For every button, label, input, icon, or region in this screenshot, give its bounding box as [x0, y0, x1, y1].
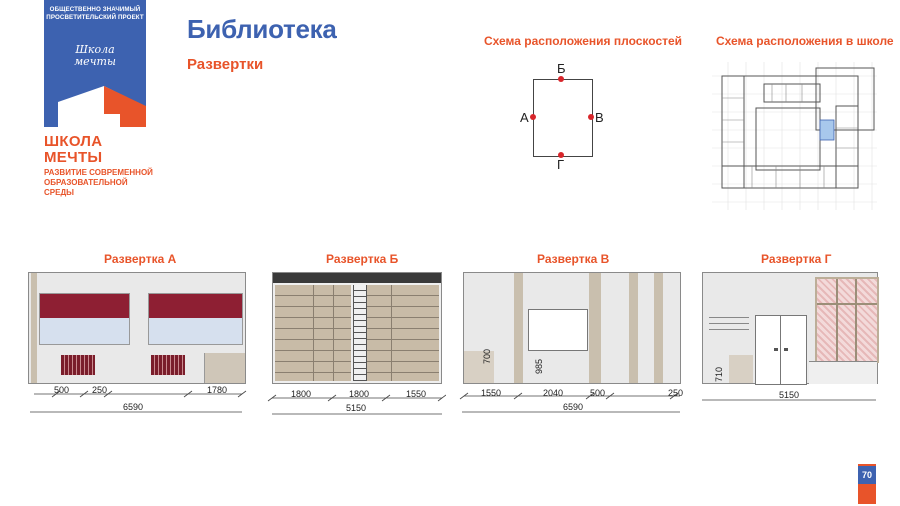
dim-b-1800-mid: 1800 — [349, 389, 370, 399]
elevation-g-title: Развертка Г — [761, 252, 832, 266]
logo-project-text — [44, 6, 146, 21]
dim-v-985: 985 — [534, 358, 544, 374]
dim-b-5150: 5150 — [346, 403, 367, 413]
dim-b-1800-left: 1800 — [291, 389, 312, 399]
dim-v-250: 250 — [668, 388, 684, 398]
whiteboard — [528, 309, 588, 351]
dim-v-700: 700 — [482, 348, 492, 364]
plane-v-label: В — [595, 110, 604, 125]
window-g — [815, 277, 879, 363]
elevation-g-drawing — [702, 272, 878, 384]
page-subtitle: Развертки — [187, 56, 264, 73]
elevation-v-title: Развертка В — [537, 252, 610, 266]
ladder — [353, 285, 367, 381]
dim-v-2040: 2040 — [543, 388, 564, 398]
planes-scheme-box — [533, 79, 593, 157]
radiator-right — [151, 355, 185, 375]
page-title: Библиотека — [187, 14, 337, 44]
logo-name: ШКОЛА МЕЧТЫ — [44, 133, 103, 166]
window-right — [148, 293, 243, 345]
elevation-v-drawing — [463, 272, 681, 384]
elevation-b-drawing — [272, 272, 442, 384]
logo — [44, 0, 146, 127]
logo-project-line2: ПРОСВЕТИТЕЛЬСКИЙ ПРОЕКТ — [46, 13, 144, 21]
dim-b-1550: 1550 — [406, 389, 427, 399]
plane-a-marker — [530, 114, 536, 120]
dim-a-250: 250 — [92, 385, 108, 395]
library-highlight — [820, 120, 834, 140]
logo-script-line2: мечты — [74, 55, 116, 68]
house-icon — [44, 84, 146, 127]
logo-brand — [44, 134, 154, 198]
plane-v-marker — [588, 114, 594, 120]
plane-a-label: А — [520, 110, 529, 125]
plane-g-label: Г — [557, 157, 565, 172]
elevation-b-title: Развертка Б — [326, 252, 399, 266]
logo-script-line1: Школа — [75, 43, 115, 56]
logo-subtitle — [44, 168, 154, 198]
dim-g-710: 710 — [714, 366, 724, 382]
page-number-badge — [858, 464, 876, 504]
logo-subline1: РАЗВИТИЕ СОВРЕМЕННОЙ — [44, 168, 153, 177]
logo-subline2: ОБРАЗОВАТЕЛЬНОЙ СРЕДЫ — [44, 178, 128, 197]
logo-script — [44, 44, 146, 68]
dim-v-6590: 6590 — [563, 402, 584, 412]
logo-project-line1: ОБЩЕСТВЕННО ЗНАЧИМЫЙ — [49, 6, 141, 13]
dim-a-500: 500 — [54, 385, 70, 395]
dim-v-1550: 1550 — [481, 388, 502, 398]
school-scheme-title: Схема расположения в школе — [716, 34, 894, 48]
plane-b-label: Б — [557, 61, 566, 76]
radiator-left — [61, 355, 95, 375]
elevation-a-title: Развертка А — [104, 252, 177, 266]
dim-a-6590: 6590 — [123, 402, 144, 412]
dim-g-5150: 5150 — [779, 390, 800, 400]
elevation-a-drawing — [28, 272, 246, 384]
dim-a-1780: 1780 — [207, 385, 228, 395]
page-number: 70 — [858, 466, 876, 484]
double-door — [755, 315, 807, 385]
window-left — [39, 293, 130, 345]
plane-b-marker — [558, 76, 564, 82]
planes-scheme-title: Схема расположения плоскостей — [484, 34, 683, 48]
dim-v-500: 500 — [590, 388, 606, 398]
school-floor-plan — [712, 62, 877, 210]
